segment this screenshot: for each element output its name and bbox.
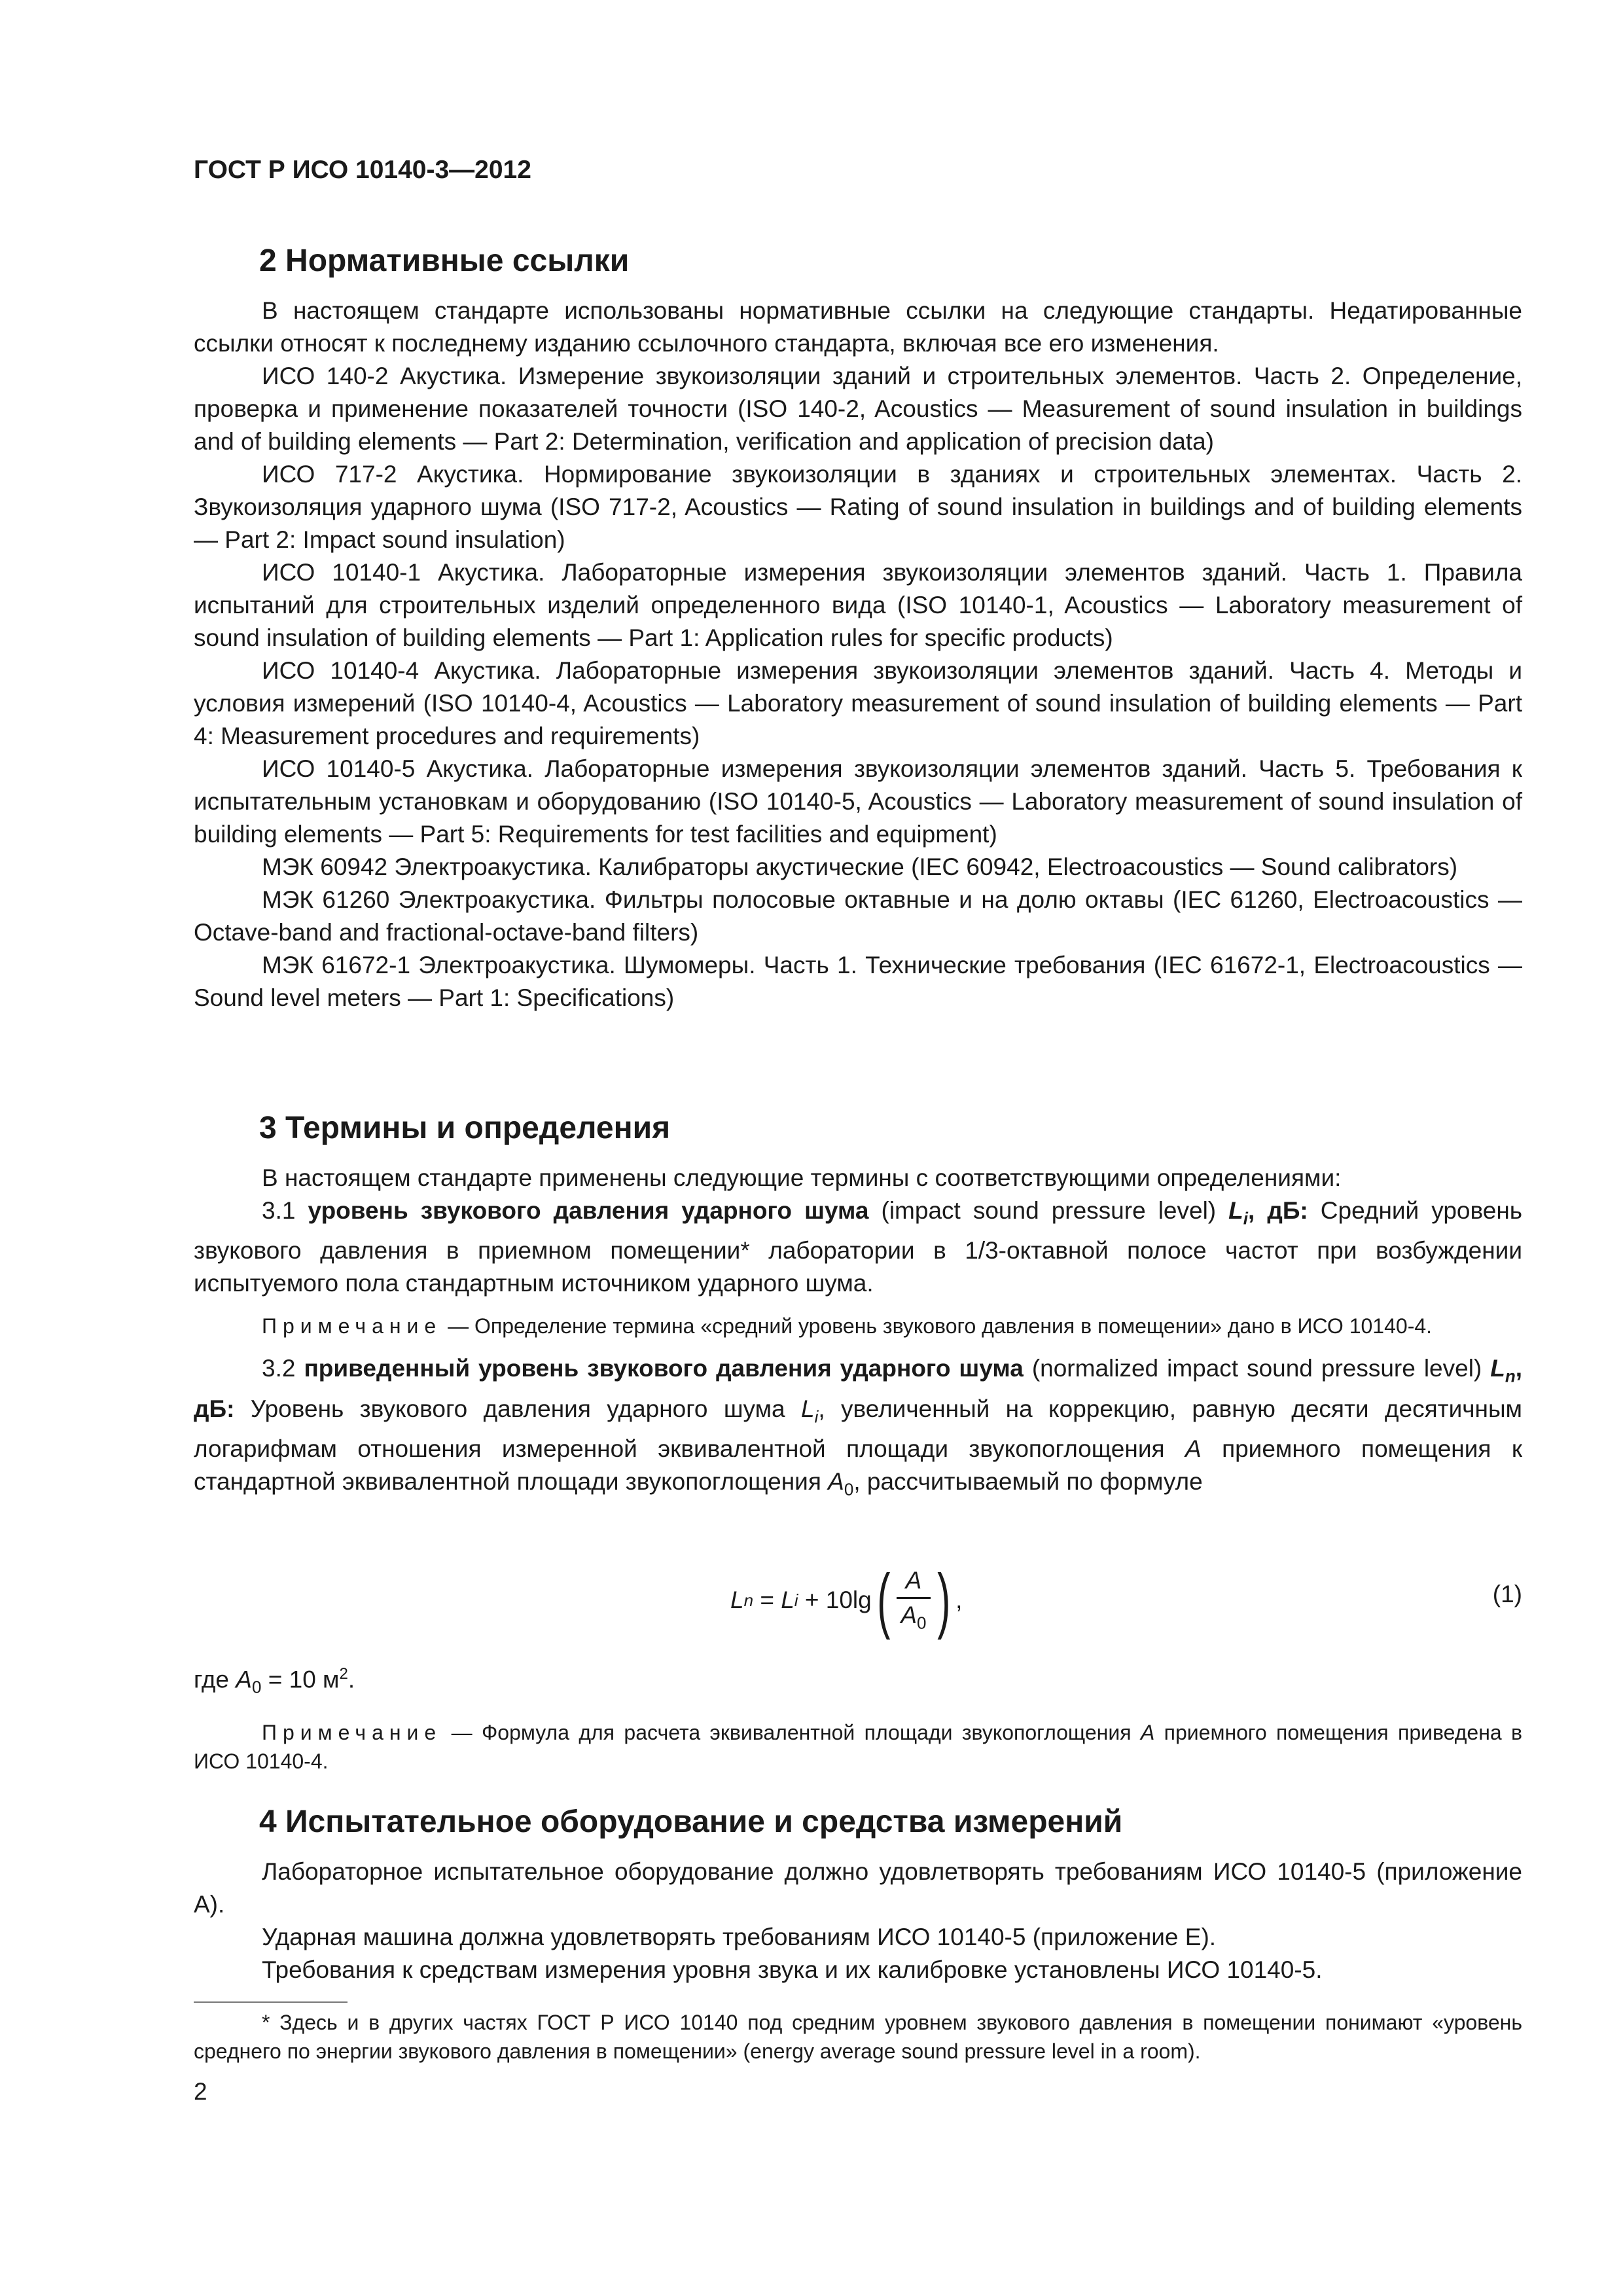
formula-expression: L n = L i + 10lg ( $\frac{A}{A_0}$ ) , (730, 1560, 963, 1640)
ref-item: МЭК 61672-1 Электроакустика. Шумомеры. Часть 1. Технические требования (IEC 61672-1, Electroacoustics — Sound level meters — Part 1: Specifications) (194, 952, 1522, 1011)
section-2-body (194, 295, 1522, 1014)
note-label: Примечание (262, 1720, 442, 1744)
term-3-1: 3.1 уровень звукового давления ударного шума (impact sound pressure level) $L_i$, дБ: Средний уровень звукового давления в приемном помещении* лаборатории в 1/3-октавной полосе частот при возбуждении испытуемого пола стандартным источником ударного шума. (194, 1197, 1523, 1297)
section-heading-3: 3 Термины и определения (259, 1111, 671, 1145)
equation-number: (1) (1492, 1581, 1522, 1607)
where-clause: где $A_0 = 10$ $м^2$. Примечание — Формула для расчета эквивалентной площади звукопоглощения A приемного помещения приведена в ИСО 10140-4. (194, 1658, 1522, 1776)
note-1 (194, 1312, 1522, 1340)
term-3-2: 3.2 приведенный уровень звукового давления ударного шума (normalized impact sound pressure level) $L_n$, дБ: Уровень звукового давления ударного шума $L_i$, увеличенный на коррекцию, равную десяти десятичным логарифмам отношения измеренной эквивалентной площади звукопоглощения A приемного помещения к стандартной эквивалентной площади звукопоглощения $A_0$, рассчитываемый по формуле (194, 1355, 1523, 1499)
section-4-para: Ударная машина должна удовлетворять требованиям ИСО 10140-5 (приложение Е). (262, 1924, 1217, 1950)
ref-item: ИСО 10140-4 Акустика. Лабораторные измерения звукоизоляции элементов зданий. Часть 4. Методы и условия измерений (ISO 10140-4, Acoustics — Laboratory measurement of sound insulation of building elements — Part 4: Measurement procedures and requirements) (194, 657, 1522, 749)
ref-item: ИСО 140-2 Акустика. Измерение звукоизоляции зданий и строительных элементов. Часть 2. Определение, проверка и применение показателей точности (ISO 140-2, Acoustics — Measurement of sound insulation in buildings and of building elements — Part 2: Determination, verification and application of precision data) (194, 363, 1522, 455)
page-number: 2 (194, 2078, 207, 2105)
section-3-intro: В настоящем стандарте применены следующие термины с соответствующими определениями: (262, 1164, 1342, 1191)
footnote: * Здесь и в других частях ГОСТ Р ИСО 10140 под средним уровнем звукового давления в помещении понимают «уровень среднего по энергии звукового давления в помещении» (energy average sound pressure level in a room). (194, 2011, 1522, 2063)
footnote-separator (194, 2001, 348, 2003)
ref-item: МЭК 61260 Электроакустика. Фильтры полосовые октавные и на долю октавы (IEC 61260, Electroacoustics — Octave-band and fractional-octave-band filters) (194, 886, 1522, 946)
right-paren: ) (936, 1560, 950, 1640)
note-2: Примечание — Формула для расчета эквивалентной площади звукопоглощения A приемного помещения приведена в ИСО 10140-4. (194, 1720, 1523, 1773)
ref-item: МЭК 60942 Электроакустика. Калибраторы акустические (IEC 60942, Electroacoustics — Sound calibrators) (262, 853, 1458, 880)
term-english: (impact sound pressure level) (881, 1197, 1217, 1224)
term-definition: Средний уровень звукового давления в приемном помещении* лаборатории в 1/3-октавной полосе частот при возбуждении испытуемого пола стандартным источником ударного шума. (194, 1197, 1523, 1297)
section-heading-4: 4 Испытательное оборудование и средства измерений (259, 1804, 1123, 1839)
left-paren: ( (876, 1560, 891, 1640)
term-number: 3.2 (262, 1355, 296, 1382)
term-number: 3.1 (262, 1197, 296, 1224)
fraction: $\frac{A}{A_0}$ (897, 1567, 930, 1633)
term-name: приведенный уровень звукового давления ударного шума (304, 1355, 1024, 1382)
term-symbol: L (1490, 1355, 1505, 1382)
section-4-body (194, 1856, 1522, 1986)
section-4-para: Лабораторное испытательное оборудование должно удовлетворять требованиям ИСО 10140-5 (приложение А). (194, 1858, 1522, 1918)
ref-item: ИСО 10140-1 Акустика. Лабораторные измерения звукоизоляции элементов зданий. Часть 1. Правила испытаний для строительных изделий определенного вида (ISO 10140-1, Acoustics — Laboratory measurement of sound insulation of building elements — Part 1: Application rules for specific products) (194, 559, 1522, 651)
section-2-intro: В настоящем стандарте использованы нормативные ссылки на следующие стандарты. Недатированные ссылки относят к последнему изданию ссылочного стандарта, включая все его изменения. (194, 297, 1522, 357)
term-symbol: L (1228, 1197, 1243, 1224)
section-4-para: Требования к средствам измерения уровня звука и их калибровке установлены ИСО 10140-5. (262, 1956, 1323, 1983)
note-label: Примечание (262, 1314, 442, 1338)
term-name: уровень звукового давления ударного шума (308, 1197, 869, 1224)
ref-item: ИСО 717-2 Акустика. Нормирование звукоизоляции в зданиях и строительных элементах. Часть 2. Звукоизоляция ударного шума (ISO 717-2, Acoustics — Rating of sound insulation in buildings and of building elements — Part 2: Impact sound insulation) (194, 461, 1522, 553)
section-3-body (194, 1162, 1522, 1506)
document-code: ГОСТ Р ИСО 10140-3—2012 (194, 156, 531, 184)
section-heading-2: 2 Нормативные ссылки (259, 243, 630, 278)
ref-item: ИСО 10140-5 Акустика. Лабораторные измерения звукоизоляции элементов зданий. Часть 5. Требования к испытательным установкам и оборудованию (ISO 10140-5, Acoustics — Laboratory measurement of sound insulation of building elements — Part 5: Requirements for test facilities and equipment) (194, 755, 1522, 848)
formula-1 (194, 1561, 1522, 1640)
term-english: (normalized impact sound pressure level) (1031, 1355, 1482, 1382)
note-text: — Определение термина «средний уровень звукового давления в помещении» дано в ИСО 10140-4. (448, 1314, 1433, 1338)
